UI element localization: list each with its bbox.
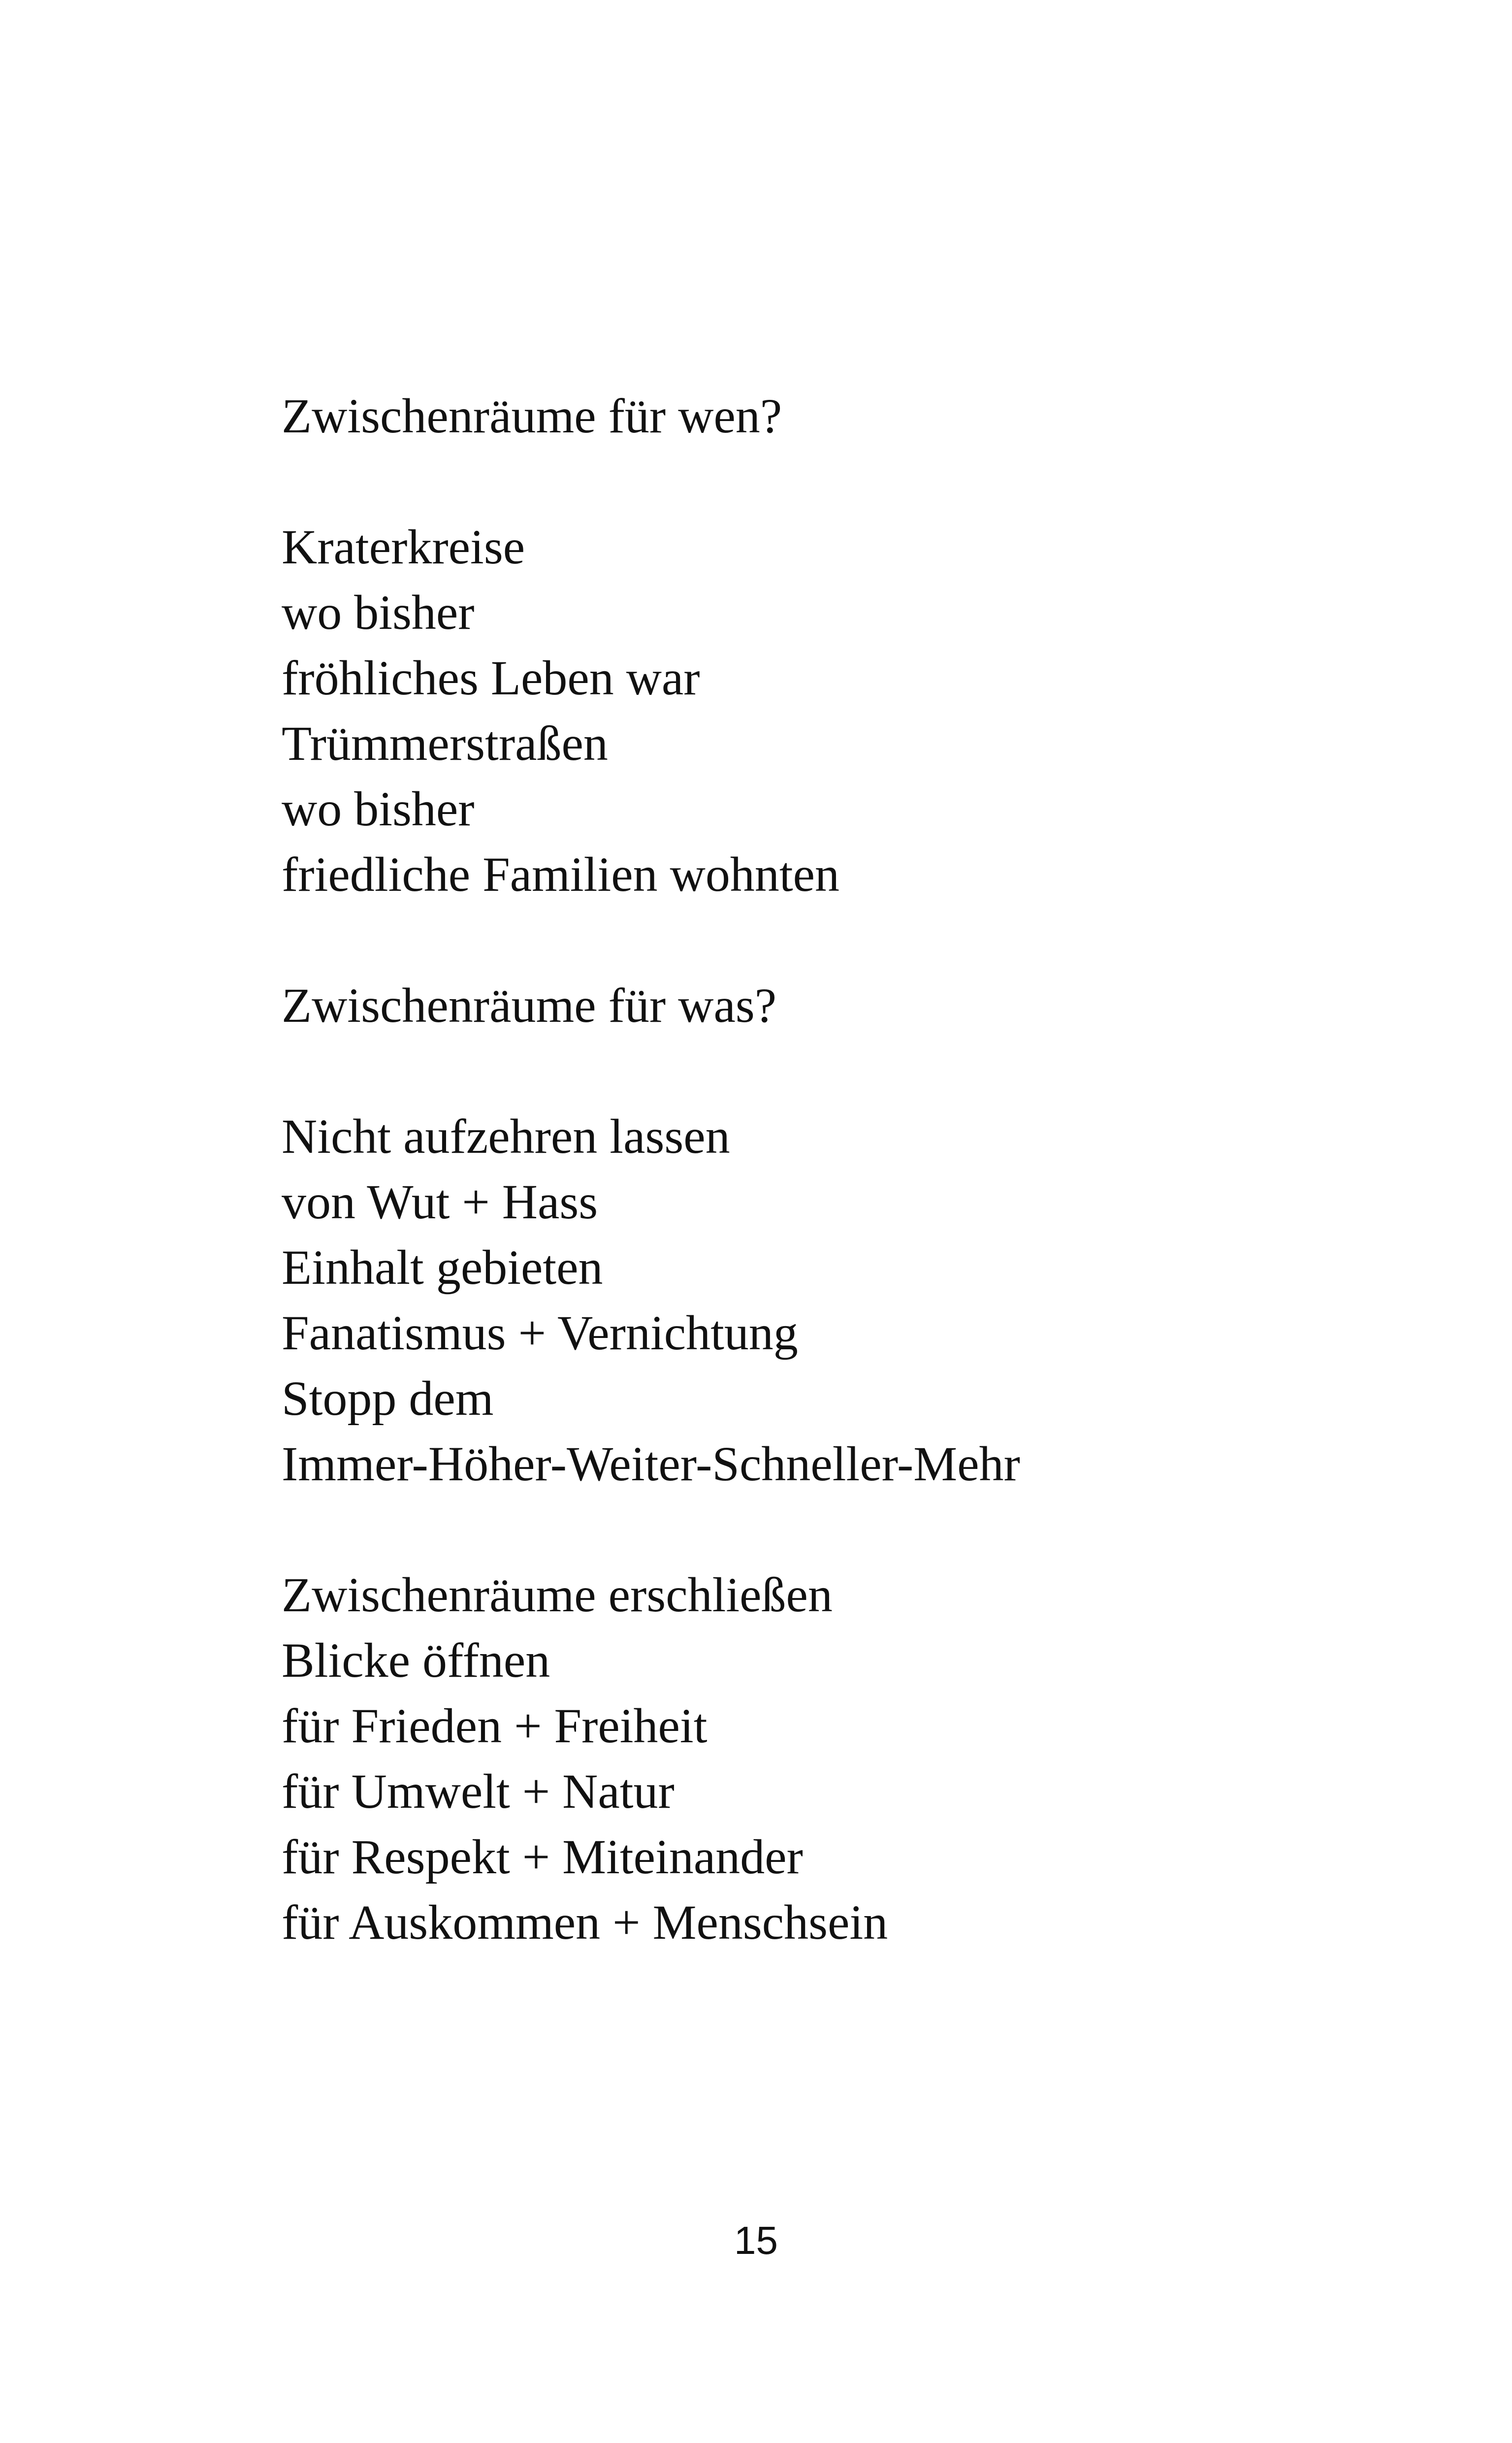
- poem-line: Trümmerstraßen: [282, 716, 608, 771]
- poem-line: Kraterkreise: [282, 520, 525, 574]
- poem-line: Zwischenräume für was?: [282, 978, 777, 1033]
- poem-line: fröhliches Leben war: [282, 651, 700, 705]
- poem-line: Nicht aufzehren lassen: [282, 1109, 730, 1164]
- poem: [282, 383, 1414, 1955]
- poem-line: Zwischenräume für wen?: [282, 389, 782, 443]
- stanza-3: [282, 973, 1414, 1038]
- stanza-1: [282, 383, 1414, 449]
- stanza-5: [282, 1562, 1414, 1955]
- poem-line: für Frieden + Freiheit: [282, 1698, 708, 1753]
- poem-line: Einhalt gebieten: [282, 1240, 603, 1295]
- poem-line: Stopp dem: [282, 1371, 494, 1426]
- poem-line: Blicke öffnen: [282, 1633, 550, 1688]
- poem-line: Fanatismus + Vernichtung: [282, 1305, 798, 1360]
- poem-line: für Respekt + Miteinander: [282, 1829, 803, 1884]
- poem-line: Zwischenräume erschließen: [282, 1567, 833, 1622]
- poem-line: von Wut + Hass: [282, 1174, 598, 1229]
- poem-line: friedliche Familien wohnten: [282, 847, 840, 902]
- stanza-4: [282, 1104, 1414, 1497]
- poem-line: Immer-Höher-Weiter-Schneller-Mehr: [282, 1436, 1020, 1491]
- poem-line: für Umwelt + Natur: [282, 1764, 675, 1819]
- poem-line: für Auskommen + Menschsein: [282, 1895, 888, 1950]
- poem-line: wo bisher: [282, 782, 475, 836]
- poem-line: wo bisher: [282, 585, 475, 640]
- page-number: 15: [734, 2218, 778, 2262]
- stanza-2: [282, 514, 1414, 907]
